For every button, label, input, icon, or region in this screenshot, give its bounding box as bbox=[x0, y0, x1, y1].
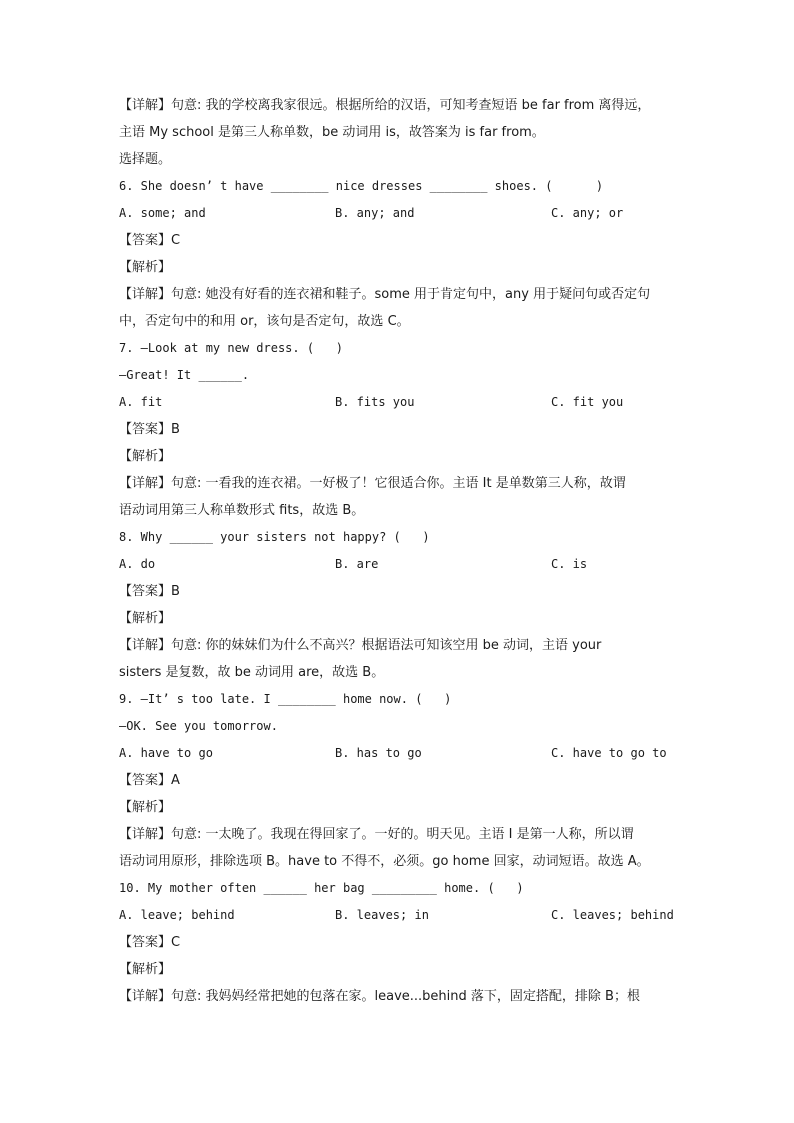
question-options bbox=[119, 551, 679, 578]
answer-label: 【答案】C bbox=[119, 935, 181, 950]
question-stem: 7. —Look at my new dress. ( ) bbox=[119, 341, 343, 355]
question-stem: 6. She doesn’ t have ________ nice dresses ________ shoes. ( ) bbox=[119, 179, 604, 193]
answer-label: 【答案】C bbox=[119, 233, 181, 248]
detail-line: 语动词用第三人称单数形式 fits，故选 B。 bbox=[119, 503, 365, 518]
answer-label: 【答案】B bbox=[119, 422, 180, 437]
option-b: B. any; and bbox=[335, 206, 415, 220]
analysis-label: 【解析】 bbox=[119, 800, 172, 815]
option-a: A. do bbox=[119, 557, 156, 571]
detail-line: sisters 是复数，故 be 动词用 are，故选 B。 bbox=[119, 665, 385, 680]
question-7 bbox=[119, 335, 679, 524]
analysis-label: 【解析】 bbox=[119, 611, 172, 626]
question-options bbox=[119, 740, 679, 767]
detail-line: 【详解】句意: 一太晚了。我现在得回家了。一好的。明天见。主语 I 是第一人称，所以谓 bbox=[119, 827, 634, 842]
question-stem: 8. Why ______ your sisters not happy? ( ) bbox=[119, 530, 430, 544]
section-heading: 选择题。 bbox=[119, 152, 172, 167]
intro-detail-line-1: 【详解】句意: 我的学校离我家很远。根据所给的汉语，可知考查短语 be far from 离得远， bbox=[119, 98, 651, 113]
option-a: A. fit bbox=[119, 395, 163, 409]
question-8 bbox=[119, 524, 679, 686]
option-c: C. is bbox=[551, 557, 588, 571]
question-options bbox=[119, 200, 679, 227]
analysis-label: 【解析】 bbox=[119, 449, 172, 464]
option-c: C. have to go to bbox=[551, 746, 667, 760]
analysis-label: 【解析】 bbox=[119, 962, 172, 977]
detail-line: 【详解】句意: 一看我的连衣裙。一好极了！它很适合你。主语 It 是单数第三人称，故谓 bbox=[119, 476, 626, 491]
detail-line: 语动词用原形，排除选项 B。have to 不得不，必须。go home 回家，动词短语。故选 A。 bbox=[119, 854, 650, 869]
question-options bbox=[119, 389, 679, 416]
detail-line: 【详解】句意: 她没有好看的连衣裙和鞋子。some 用于肯定句中，any 用于疑问句或否定句 bbox=[119, 287, 651, 302]
document-body bbox=[119, 92, 679, 1010]
question-options bbox=[119, 902, 679, 929]
option-c: C. any; or bbox=[551, 206, 624, 220]
option-a: A. leave; behind bbox=[119, 908, 235, 922]
question-6 bbox=[119, 173, 679, 335]
option-b: B. leaves; in bbox=[335, 908, 429, 922]
detail-line: 【详解】句意: 你的妹妹们为什么不高兴？根据语法可知该空用 be 动词，主语 your bbox=[119, 638, 602, 653]
answer-label: 【答案】A bbox=[119, 773, 180, 788]
question-9 bbox=[119, 686, 679, 875]
option-a: A. have to go bbox=[119, 746, 213, 760]
detail-line: 【详解】句意: 我妈妈经常把她的包落在家。leave...behind 落下，固定搭配，排除 B；根 bbox=[119, 989, 640, 1004]
analysis-label: 【解析】 bbox=[119, 260, 172, 275]
answer-label: 【答案】B bbox=[119, 584, 180, 599]
question-stem: 10. My mother often ______ her bag _________ home. ( ) bbox=[119, 881, 524, 895]
option-c: C. leaves; behind bbox=[551, 908, 674, 922]
option-b: B. has to go bbox=[335, 746, 422, 760]
option-b: B. fits you bbox=[335, 395, 415, 409]
option-a: A. some; and bbox=[119, 206, 206, 220]
intro-detail-line-2: 主语 My school 是第三人称单数，be 动词用 is，故答案为 is far from。 bbox=[119, 125, 545, 140]
option-b: B. are bbox=[335, 557, 379, 571]
question-10 bbox=[119, 875, 679, 1010]
question-stem: 9. —It’ s too late. I ________ home now. ( ) bbox=[119, 692, 452, 706]
detail-line: 中，否定句中的和用 or，该句是否定句，故选 C。 bbox=[119, 314, 410, 329]
question-stem: —Great! It ______. bbox=[119, 368, 250, 382]
question-stem: —OK. See you tomorrow. bbox=[119, 719, 278, 733]
option-c: C. fit you bbox=[551, 395, 624, 409]
